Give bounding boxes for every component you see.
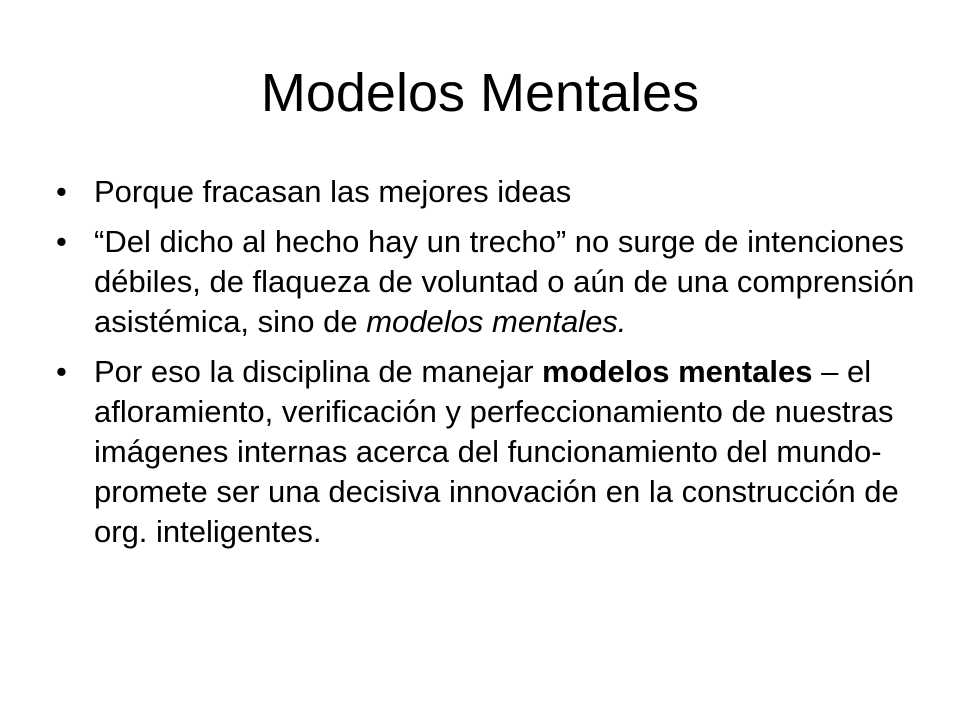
bullet-text-pre: Por eso la disciplina de manejar: [94, 354, 543, 389]
bullet-icon: •: [56, 224, 67, 259]
bullet-text: Porque fracasan las mejores ideas: [94, 174, 572, 209]
bullet-item-fracasan: [56, 172, 916, 212]
bullet-text-bold: modelos mentales: [542, 354, 813, 389]
bullet-text-italic: modelos mentales.: [366, 304, 627, 339]
bullet-icon: •: [56, 174, 67, 209]
bullet-icon: •: [56, 354, 67, 389]
bullet-text-post: – el afloramiento, verificación y perfeccionamiento de nuestras imágenes internas acerca del funcionamiento del mundo- promete ser una decisiva innovación en la construcción de org. inteligentes.: [94, 354, 899, 549]
bullet-item-del-dicho: [56, 222, 916, 342]
bullet-text-main: “Del dicho al hecho hay un trecho” no surge de intenciones débiles, de flaqueza de voluntad o aún de una comprensión asistémica, sino de: [94, 224, 915, 339]
bullet-list: [56, 172, 916, 562]
slide-title: Modelos Mentales: [260, 63, 700, 123]
bullet-text: [94, 352, 916, 552]
bullet-text: [94, 222, 916, 342]
bullet-item-disciplina: [56, 352, 916, 552]
